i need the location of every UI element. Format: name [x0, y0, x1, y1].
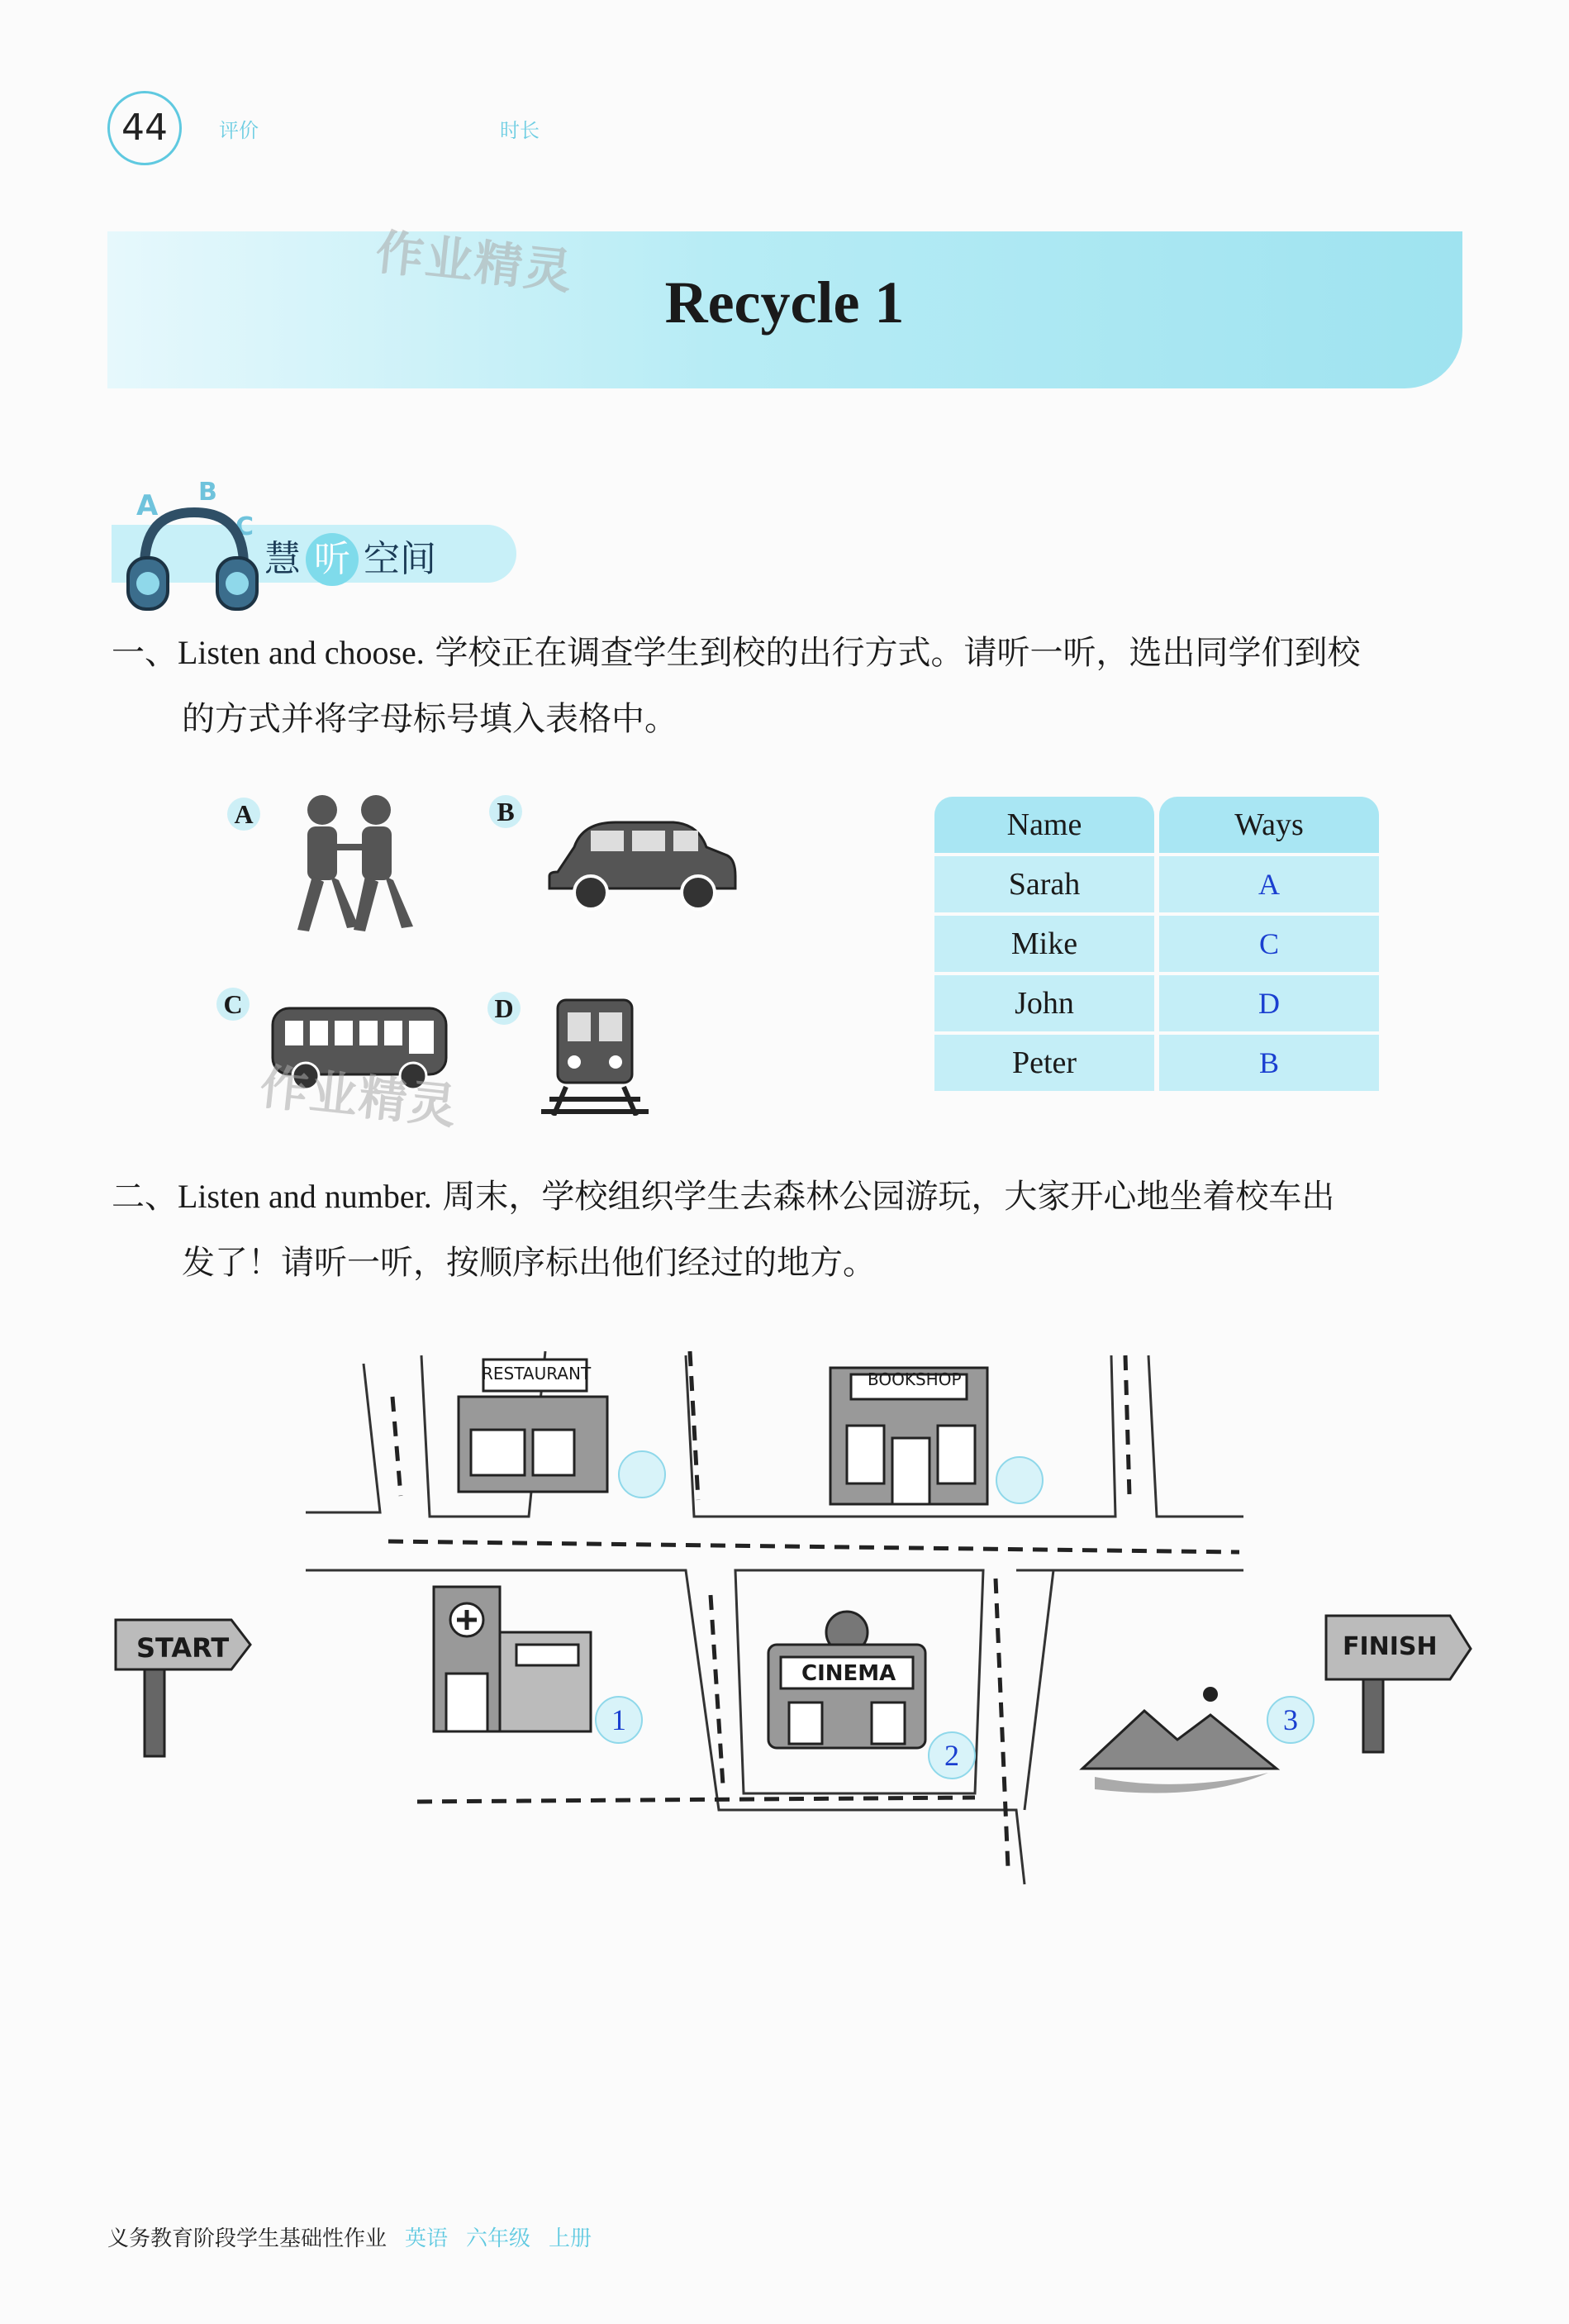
table-cell-name: Mike — [934, 916, 1154, 972]
option-letter-a: A — [227, 798, 260, 831]
rating-label: 评价 — [219, 119, 259, 142]
watermark-2: 作业精灵 — [257, 1058, 461, 1136]
footer-volume: 上册 — [549, 2226, 592, 2251]
cinema-sign: CINEMA — [801, 1661, 896, 1686]
restaurant-answer-circle[interactable] — [618, 1450, 666, 1498]
option-letter-c: C — [216, 988, 250, 1021]
finish-signpost — [1322, 1603, 1475, 1756]
bookshop-answer-circle[interactable] — [996, 1456, 1044, 1504]
footer-grade: 六年级 — [466, 2226, 531, 2251]
footer-subject: 英语 — [405, 2226, 449, 2251]
option-letter-d: D — [487, 992, 521, 1025]
table-cell-way[interactable]: C — [1159, 916, 1379, 972]
hospital-icon — [430, 1583, 595, 1736]
table-header-name: Name — [934, 797, 1154, 853]
table-row — [934, 975, 1379, 1031]
table-row — [934, 856, 1379, 912]
table-cell-name: Peter — [934, 1035, 1154, 1091]
question-1: 一、Listen and choose. 学校正在调查学生到校的出行方式。请听一听，选出同学们到校 的方式并将字母标号填入表格中。 — [112, 634, 1361, 738]
footer — [107, 2222, 592, 2252]
table-cell-way[interactable]: A — [1159, 856, 1379, 912]
svg-text:C: C — [235, 512, 254, 541]
table-cell-way[interactable]: B — [1159, 1035, 1379, 1091]
section-title: 慧 听 空间 — [264, 529, 436, 586]
table-row — [934, 1035, 1379, 1091]
svg-text:B: B — [198, 478, 217, 507]
car-icon — [541, 814, 739, 913]
hospital-answer-circle[interactable]: 1 — [595, 1696, 643, 1744]
walking-kids-icon — [273, 789, 421, 946]
page-number: 44 — [107, 91, 182, 165]
park-answer-circle[interactable]: 3 — [1267, 1696, 1315, 1744]
watermark: 作业精灵 — [373, 223, 577, 301]
table-cell-name: John — [934, 975, 1154, 1031]
footer-series: 义务教育阶段学生基础性作业 — [107, 2226, 387, 2251]
table-cell-name: Sarah — [934, 856, 1154, 912]
headphones-icon — [120, 475, 260, 616]
table-row — [934, 916, 1379, 972]
restaurant-sign: RESTAURANT — [482, 1364, 592, 1383]
cinema-answer-circle[interactable]: 2 — [928, 1731, 976, 1779]
ways-table — [930, 793, 1384, 1094]
mountain-park-icon — [1078, 1669, 1285, 1793]
page-title: Recycle 1 — [664, 269, 905, 336]
start-sign-text: START — [136, 1632, 230, 1664]
svg-text:A: A — [136, 489, 159, 522]
train-icon — [541, 992, 649, 1116]
table-cell-way[interactable]: D — [1159, 975, 1379, 1031]
bookshop-sign: BOOKSHOP — [868, 1369, 962, 1389]
question-2: 二、Listen and number. 周末，学校组织学生去森林公园游玩，大家开心地坐着校车出 发了！请听一听，按顺序标出他们经过的地方。 — [112, 1178, 1335, 1282]
duration-label: 时长 — [500, 119, 540, 142]
option-letter-b: B — [489, 795, 522, 828]
table-header-ways: Ways — [1159, 797, 1379, 853]
finish-sign-text: FINISH — [1343, 1632, 1438, 1661]
